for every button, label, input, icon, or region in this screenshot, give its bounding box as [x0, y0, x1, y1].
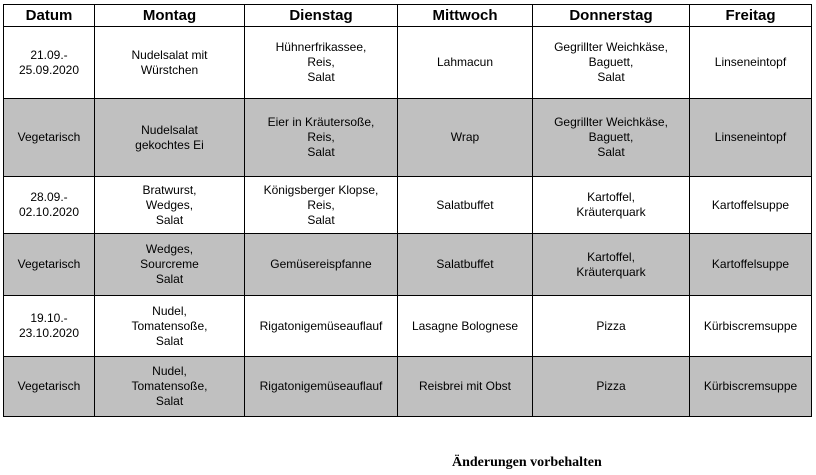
menu-cell [690, 27, 812, 99]
cell-text: Salatbuffet [436, 197, 494, 212]
footer-note: Änderungen vorbehalten [452, 455, 602, 470]
date-cell [4, 27, 95, 99]
menu-cell [398, 296, 533, 357]
header-freitag: Freitag [690, 5, 812, 27]
menu-cell [690, 357, 812, 417]
cell-text: 19.10.- 23.10.2020 [18, 311, 80, 340]
cell-text: Nudel, Tomatensoße, Salat [131, 303, 208, 348]
cell-text: Reisbrei mit Obst [418, 379, 512, 393]
cell-text: Nudelsalat mit Würstchen [131, 47, 208, 77]
menu-cell [533, 357, 690, 417]
menu-cell [95, 357, 245, 417]
table-row [4, 27, 812, 99]
cell-text: Rigatonigemüseauflauf [259, 379, 383, 393]
cell-text: Gemüsereispfanne [270, 257, 372, 271]
menu-cell [95, 99, 245, 177]
menu-cell [533, 99, 690, 177]
cell-text: Kartoffelsuppe [711, 197, 790, 212]
menu-cell [245, 27, 398, 99]
menu-cell [690, 99, 812, 177]
cell-text: Königsberger Klopse, Reis, Salat [263, 182, 379, 227]
menu-cell [398, 99, 533, 177]
header-datum: Datum [4, 5, 95, 27]
cell-text: 21.09.- 25.09.2020 [18, 47, 80, 77]
cell-text: Hühnerfrikassee, Reis, Salat [275, 40, 367, 84]
cell-text: Linseneintopf [714, 130, 787, 144]
cell-text: Gegrillter Weichkäse, Baguett, Salat [554, 115, 668, 159]
table-row [4, 177, 812, 234]
cell-text: Wrap [450, 130, 480, 144]
menu-cell [533, 27, 690, 99]
menu-cell [245, 234, 398, 296]
menu-cell [245, 296, 398, 357]
table-row [4, 296, 812, 357]
cell-text: Nudelsalat gekochtes Ei [135, 122, 204, 152]
cell-text: Kartoffelsuppe [711, 257, 790, 271]
menu-cell [690, 296, 812, 357]
menu-cell [95, 177, 245, 234]
date-cell [4, 177, 95, 234]
cell-text: Lasagne Bolognese [411, 318, 519, 333]
header-mittwoch: Mittwoch [398, 5, 533, 27]
header-donnerstag: Donnerstag [533, 5, 690, 27]
cell-text: Kürbiscremsuppe [703, 379, 798, 393]
cell-text: Nudel, Tomatensoße, Salat [131, 364, 208, 408]
menu-cell [398, 357, 533, 417]
menu-cell [245, 177, 398, 234]
menu-cell [95, 234, 245, 296]
table-row [4, 99, 812, 177]
menu-cell [690, 234, 812, 296]
cell-text: Bratwurst, Wedges, Salat [142, 182, 197, 227]
menu-cell [533, 234, 690, 296]
cell-text: Gegrillter Weichkäse, Baguett, Salat [554, 40, 668, 84]
menu-cell [398, 27, 533, 99]
cell-text: Salatbuffet [436, 257, 494, 271]
menu-cell [95, 296, 245, 357]
menu-cell [533, 177, 690, 234]
menu-cell [398, 177, 533, 234]
menu-cell [398, 234, 533, 296]
cell-text: Pizza [596, 379, 626, 393]
cell-text: Linseneintopf [714, 55, 787, 69]
header-dienstag: Dienstag [245, 5, 398, 27]
cell-text: Vegetarisch [17, 130, 81, 144]
lunch-menu-table [3, 4, 812, 417]
cell-text: 28.09.- 02.10.2020 [18, 190, 80, 219]
cell-text: Vegetarisch [17, 379, 81, 393]
menu-cell [690, 177, 812, 234]
table-row [4, 357, 812, 417]
header-montag: Montag [95, 5, 245, 27]
cell-text: Rigatonigemüseauflauf [259, 318, 383, 333]
table-row [4, 234, 812, 296]
cell-text: Kürbiscremsuppe [703, 318, 798, 333]
date-cell [4, 357, 95, 417]
menu-cell [245, 99, 398, 177]
date-cell [4, 296, 95, 357]
header-row [4, 5, 812, 27]
cell-text: Vegetarisch [17, 257, 81, 271]
cell-text: Eier in Kräutersoße, Reis, Salat [267, 115, 375, 159]
cell-text: Pizza [596, 318, 626, 333]
cell-text: Kartoffel, Kräuterquark [576, 190, 646, 219]
menu-cell [95, 27, 245, 99]
cell-text: Lahmacun [436, 55, 494, 69]
cell-text: Kartoffel, Kräuterquark [576, 249, 646, 279]
cell-text: Wedges, Sourcreme Salat [140, 242, 199, 286]
date-cell [4, 99, 95, 177]
menu-cell [533, 296, 690, 357]
date-cell [4, 234, 95, 296]
menu-cell [245, 357, 398, 417]
